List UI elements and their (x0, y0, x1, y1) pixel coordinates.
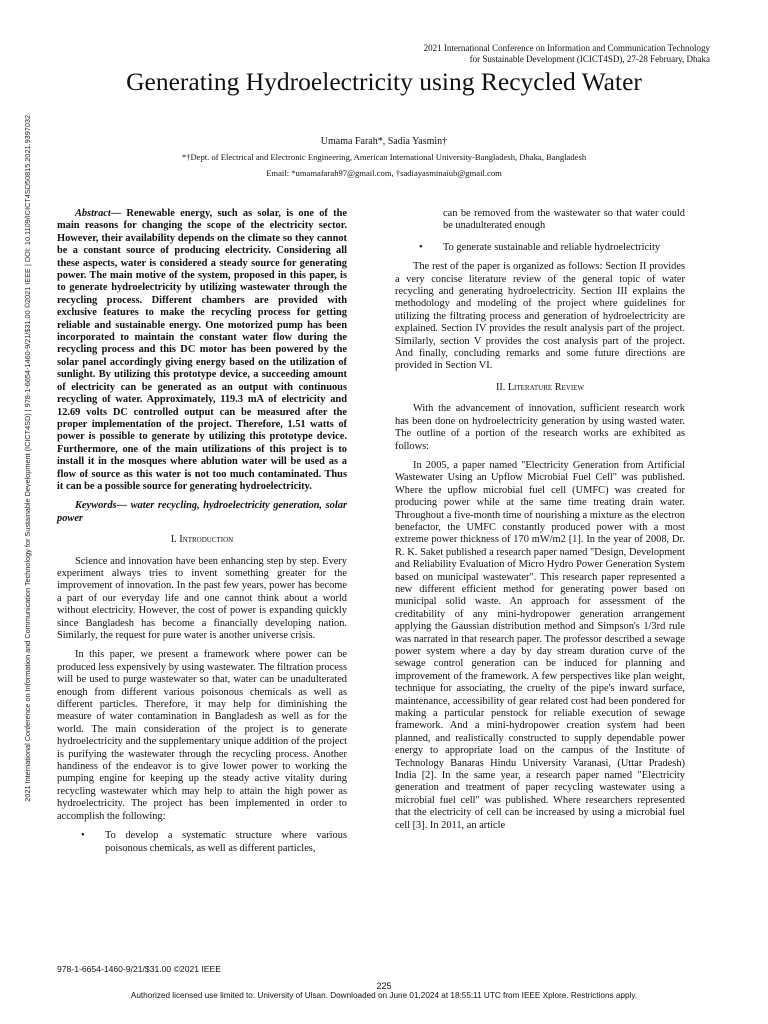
keywords (57, 500, 347, 525)
objectives-list-continued (395, 242, 685, 254)
paper-title: Generating Hydroelectricity using Recycled Water (126, 67, 642, 96)
conference-line-1: 2021 International Conference on Information and Communication Technology (423, 43, 710, 53)
intro-paragraph-2: In this paper, we present a framework where power can be produced less expensively by using wastewater. The filtration process will be used to purge wastewater so that, water can be unadulterated enough from different various poisonous chemicals as well as different particles. Therefore, it may help for diminishing the measure of water contamination in Bangladesh as well as for the world. The main consideration of the project is to generate hydroelectricity and the supplementary unique addition of the project is purifying the wastewater through the recycling process. Another handiness of the endeavor is to give lower power to working the pumping engine for keeping up the steady active vitality during recycling wastewater which may help to attain the high power as hydroelectricity. The project has been implemented in order to accomplish the following: (57, 649, 347, 822)
section-heading-introduction: I. Introduction (170, 534, 234, 546)
objectives-list (57, 830, 347, 855)
bullet-1-continued: can be removed from the wastewater so that water could be unadulterated enough (443, 208, 685, 232)
authors: Umama Farah*, Sadia Yasmin† (320, 136, 448, 147)
abstract-lead: Abstract— (75, 208, 122, 219)
bullet-icon: • (81, 830, 85, 842)
abstract (57, 208, 347, 493)
intro-paragraph-3: The rest of the paper is organized as follows: Section II provides a very concise literature review of the general topic of water recycling and generating hydroelectricity. Section III explains the methodology and modeling of the project where guidelines for utilizing the filtrating process and generation of hydroelectricity are explained. Section IV provides the result analysis part of the project. Similarly, section V provides the cost analysis part of the project. And finally, concluding remarks and some future directions are provided in Section VI. (395, 261, 685, 372)
conference-line-2: for Sustainable Development (ICICT4SD), 27-28 February, Dhaka (469, 54, 710, 64)
keywords-text: water recycling, hydroelectricity generation, solar power (57, 500, 347, 524)
abstract-text: Renewable energy, such as solar, is one of the main reasons for changing the scope of the electricity sector. However, their availability depends on the climate so they cannot be a constant source of producing electricity. Considering all these aspects, water is considered a steady source for generating power. The main motive of the system, proposed in this paper, is to generate hydroelectricity by utilizing wastewater through the recycling process. Different chambers are provided with exclusive features to make the recycling process for getting reliable and sustainable energy. One motorized pump has been incorporated to maintain the constant water flow during the recycling process and this DC motor has been powered by the solar panel accordingly giving energy based on the utilization of sunlight. By utilizing this prototype device, a succeeding amount of electricity can be generated as an output with continuous recycling of water. Approximately, 119.3 mA of electricity and 12.69 volts DC controlled output can be measured after the proper implementation of the project. Therefore, 1.51 watts of power is possible to generate by utilizing this prototype device. Furthermore, one of the main utilizations of this project is to install it in the mosques where ablution water will be used as a flow of source as this water is not too much contaminated. Thus it can be a possible source for generating hydroelectricity. (57, 208, 347, 492)
list-item (57, 830, 347, 855)
keywords-lead: Keywords— (75, 500, 127, 512)
lit-paragraph-2: In 2005, a paper named "Electricity Generation from Artificial Wastewater Using an Upflow Microbial Fuel Cell" was published. Where the upflow microbial fuel cell (UMFC) was created for producing power while at the same time treating drain water. Throughout a five-month time of nourishing a mixture as the electron benefactor, the UMFC constantly produced power with a most extreme power thickness of 170 mW/m2 [1]. In the year of 2008, Dr. R. K. Saket published a research paper named "Design, Development and Reliability Evaluation of Micro Hydro Power Generation System based on municipal wastewater". This research paper represented a new different efficient method for generating power based on municipal solid waste. An approach for assessment of the creditability of any mini-hydropower generation arrangement applying the Gaussian distribution method and Simpson's 1/3rd rule was narrated in that research paper. The professor described a sewage power system where a day by day stream duration curve of the sewage control generation can be induced for planning and improvement of the framework. A few perspectives like plan weight, technique for associating, the cruelty of the pipe's inward surface, maintenance, accessibility of gear related cost had been pondered for making a particular penstock for reliable execution of sewage framework. And a mini-hydropower creation system had been planned, and realistically constructed to supply dependable power energy to appropriate load on the campus of the Institute of Technology Banaras Hindu University Varanasi, (Uttar Pradesh) India [2]. In the same year, a research paper named "Electricity generation and treatment of paper recycling wastewater using a microbial fuel cell" was published. Where researchers represented that the electricity of cell can be increased by using a microbial fuel cell [3]. In 2011, an article (395, 459, 685, 831)
page-number: 225 (376, 981, 392, 991)
affiliation: *†Dept. of Electrical and Electronic Engineering, American International University-Bangladesh, Dhaka, Bangladesh (181, 152, 587, 162)
side-metadata-text: 2021 International Conference on Information and Communication Technology for Sustainable Development (ICICT4SD) | 978-1-6654-1460-9/21/$31.00 ©2021 IEEE | DOI: 10.1109/ICICT4SD50815.2021.9397032 (23, 115, 32, 802)
author-emails: Email: *umamafarah97@gmail.com, †sadiayasminaiub@gmail.com (266, 168, 502, 178)
list-item (395, 242, 685, 254)
bullet-icon: • (419, 241, 423, 253)
right-column (395, 208, 685, 839)
conference-header (310, 43, 710, 65)
bullet-2-text: To generate sustainable and reliable hydroelectricity (443, 241, 661, 253)
lit-paragraph-1: With the advancement of innovation, sufficient research work has been done on hydroelectricity generation by using wasted water. The outline of a portion of the research works are exhibited as follows: (395, 403, 685, 452)
isbn-footer: 978-1-6654-1460-9/21/$31.00 ©2021 IEEE (57, 964, 222, 974)
bullet-1-text: To develop a systematic structure where various poisonous chemicals, as well as different particles, (105, 830, 347, 854)
side-metadata-strip (13, 115, 32, 955)
authorized-use-notice: Authorized licensed use limited to: University of Ulsan. Downloaded on June 01,2024 at 18:55:11 UTC from IEEE Xplore. Restrictions apply. (130, 991, 638, 1000)
section-heading-literature-review: II. Literature Review (495, 381, 585, 393)
left-column (57, 208, 347, 862)
intro-paragraph-1: Science and innovation have been enhancing step by step. Every experiment always tries to invent something greater for the improvement of innovation. In the past few years, power has become a part of our everyday life and one cannot think about a world without electricity. However, the cost of power is expanding quickly since Bangladesh has become a financially developing nation. Similarly, the request for pure water is another universe crisis. (57, 555, 347, 641)
